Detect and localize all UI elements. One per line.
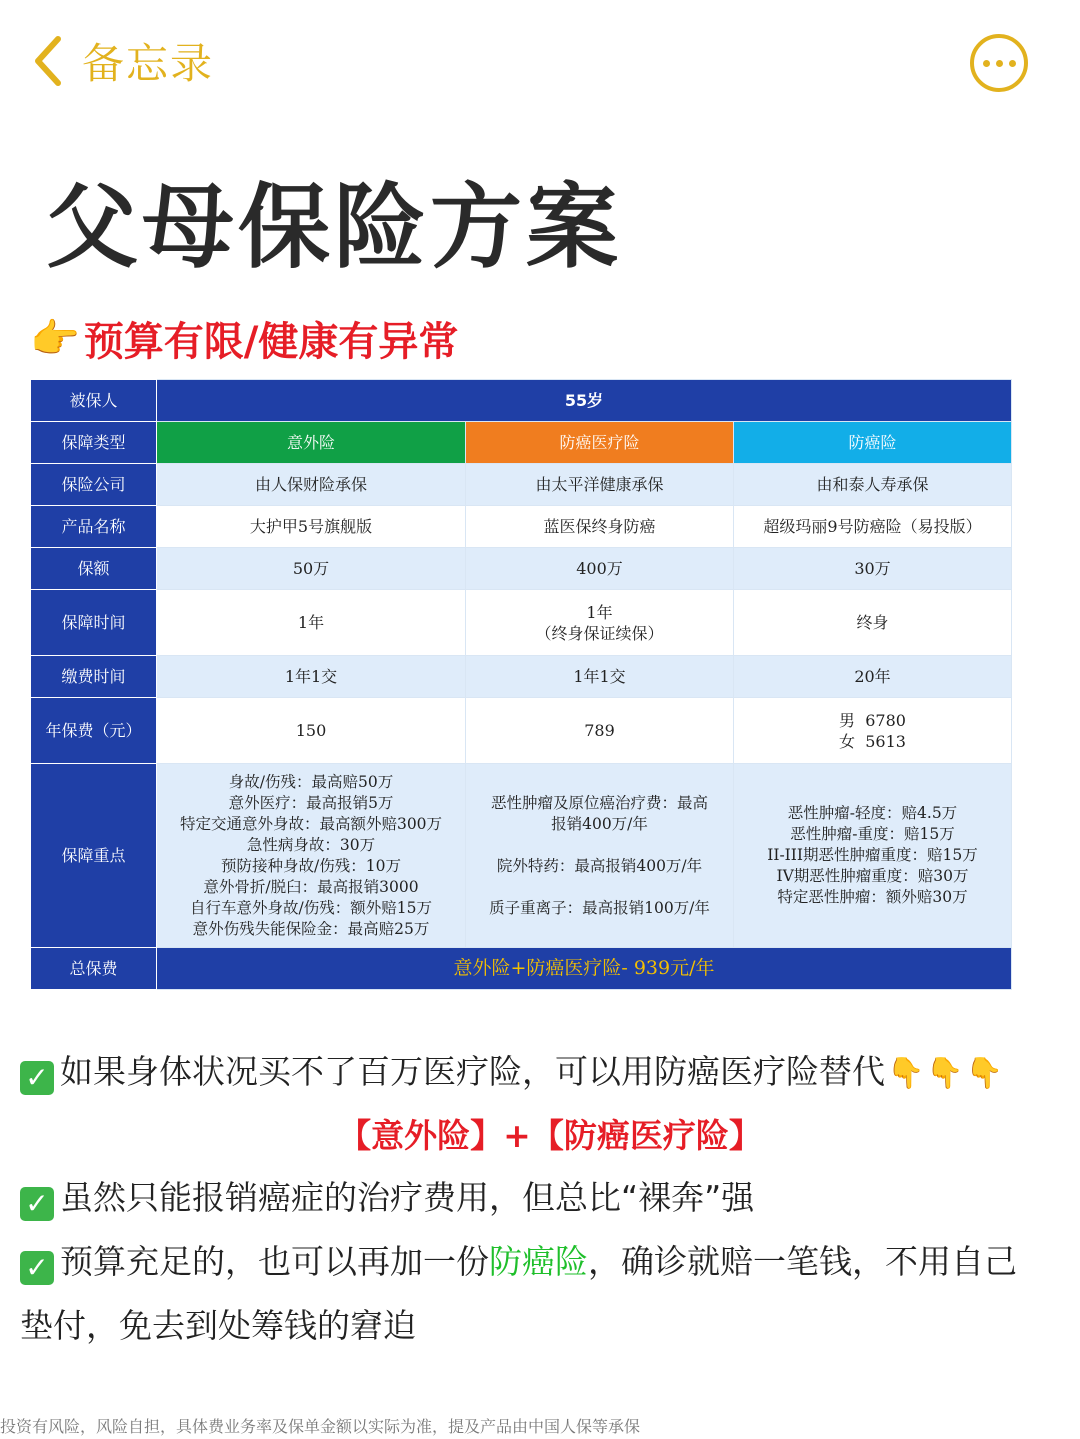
cell-line: 急性病身故：30万 xyxy=(246,835,376,854)
table-cell xyxy=(734,698,1012,764)
cell-line: 意外骨折/脱臼：最高报销3000 xyxy=(203,877,419,896)
insured-age: 55岁 xyxy=(157,380,1012,422)
row-payment xyxy=(31,656,1012,698)
cell-line: 身故/伤残：最高赔50万 xyxy=(228,772,394,791)
row-period xyxy=(31,590,1012,656)
check-icon: ✓ xyxy=(20,1187,54,1221)
cell-line: 意外医疗：最高报销5万 xyxy=(228,793,394,812)
type-cancer: 防癌险 xyxy=(734,422,1012,464)
cell-line: 特定交通意外身故：最高额外赔300万 xyxy=(179,814,443,833)
note-3-continued: 垫付，免去到处筹钱的窘迫 xyxy=(20,1306,416,1345)
cell-line: 报销400万/年 xyxy=(551,814,648,833)
subtitle xyxy=(30,308,458,368)
check-icon: ✓ xyxy=(20,1061,54,1095)
table-cell: 大护甲5号旗舰版 xyxy=(157,506,466,548)
note-text: 预算充足的，也可以再加一份 xyxy=(60,1242,489,1281)
type-cancer-medical: 防癌医疗险 xyxy=(466,422,734,464)
row-type xyxy=(31,422,1012,464)
table-cell: 由太平洋健康承保 xyxy=(466,464,734,506)
table-cell: 蓝医保终身防癌 xyxy=(466,506,734,548)
table-cell: 1年1交 xyxy=(466,656,734,698)
note-2 xyxy=(20,1166,1060,1230)
table-cell xyxy=(466,764,734,948)
row-company xyxy=(31,464,1012,506)
table-cell: 150 xyxy=(157,698,466,764)
pointing-down-icon: 👇 xyxy=(887,1056,925,1091)
note-1 xyxy=(20,1040,1060,1106)
note-text: 如果身体状况买不了百万医疗险，可以用防癌医疗险替代 xyxy=(60,1052,885,1091)
top-nav-bar xyxy=(0,0,1080,120)
type-accident: 意外险 xyxy=(157,422,466,464)
table-cell: 由人保财险承保 xyxy=(157,464,466,506)
table-cell: 超级玛丽9号防癌险（易投版） xyxy=(734,506,1012,548)
row-header: 被保人 xyxy=(31,380,157,422)
disclaimer-footer: 投资有风险，风险自担，具体费业务率及保单金额以实际为准，提及产品由中国人保等承保 xyxy=(0,1417,641,1436)
table-cell: 50万 xyxy=(157,548,466,590)
row-focus xyxy=(31,764,1012,948)
notes-section xyxy=(20,1040,1060,1358)
note-text: ，确诊就赔一笔钱，不用自己 xyxy=(588,1242,1017,1281)
back-button[interactable] xyxy=(28,30,228,92)
table-cell: 400万 xyxy=(466,548,734,590)
cell-line: 恶性肿瘤-重度：赔15万 xyxy=(790,825,955,843)
cell-line: 恶性肿瘤及原位癌治疗费：最高 xyxy=(490,793,708,812)
row-premium xyxy=(31,698,1012,764)
more-dots-icon xyxy=(983,60,990,67)
chevron-left-icon xyxy=(28,33,68,89)
subtitle-text: 预算有限/健康有异常 xyxy=(83,318,459,365)
insurance-plan-table xyxy=(30,379,1011,990)
cell-line: II-III期恶性肿瘤重度：赔15万 xyxy=(767,846,978,864)
row-header: 保额 xyxy=(31,548,157,590)
more-options-button[interactable] xyxy=(970,34,1028,92)
row-total xyxy=(31,948,1012,990)
check-icon: ✓ xyxy=(20,1251,54,1285)
pointing-down-icon: 👇 xyxy=(926,1056,964,1091)
pointing-down-icon: 👇 xyxy=(965,1056,1004,1091)
cell-line: 女 5613 xyxy=(839,731,906,751)
table-cell: 终身 xyxy=(734,590,1012,656)
row-product xyxy=(31,506,1012,548)
cell-line: 男 6780 xyxy=(839,710,906,730)
row-header: 保障时间 xyxy=(31,590,157,656)
row-insured xyxy=(31,380,1012,422)
table-cell: 789 xyxy=(466,698,734,764)
row-header: 总保费 xyxy=(31,948,157,990)
table-cell: 1年1交 xyxy=(157,656,466,698)
cell-line: IV期恶性肿瘤重度：赔30万 xyxy=(776,867,969,885)
row-header: 产品名称 xyxy=(31,506,157,548)
table-cell: 30万 xyxy=(734,548,1012,590)
table-cell xyxy=(466,590,734,656)
cell-line: （终身保证续保） xyxy=(535,623,664,643)
table-cell: 20年 xyxy=(734,656,1012,698)
row-header: 保险公司 xyxy=(31,464,157,506)
note-text: 虽然只能报销癌症的治疗费用，但总比“裸奔”强 xyxy=(60,1178,755,1217)
row-header: 保障类型 xyxy=(31,422,157,464)
pointing-hand-icon: 👉 xyxy=(30,315,80,362)
note-3 xyxy=(20,1230,1060,1294)
page-title: 父母保险方案 xyxy=(46,174,623,281)
cell-line: 预防接种身故/伤残：10万 xyxy=(221,856,401,875)
highlight-text: 防癌险 xyxy=(489,1242,588,1281)
back-label: 备忘录 xyxy=(82,39,215,88)
cell-line: 1年 xyxy=(586,602,613,622)
plan-formula: 【意外险】+【防癌医疗险】 xyxy=(338,1116,762,1155)
table-cell: 1年 xyxy=(157,590,466,656)
table-cell xyxy=(734,764,1012,948)
cell-line: 自行车意外身故/伤残：额外赔15万 xyxy=(190,898,432,917)
cell-line: 意外伤残失能保险金：最高赔25万 xyxy=(192,919,430,938)
row-header: 缴费时间 xyxy=(31,656,157,698)
cell-line: 恶性肿瘤-轻度：赔4.5万 xyxy=(787,804,958,822)
row-header: 保障重点 xyxy=(31,764,157,948)
row-header: 年保费（元） xyxy=(31,698,157,764)
table-cell xyxy=(157,764,466,948)
cell-line: 质子重离子：最高报销100万/年 xyxy=(489,898,710,917)
cell-line: 特定恶性肿瘤：额外赔30万 xyxy=(777,888,968,906)
total-premium: 意外险+防癌医疗险- 939元/年 xyxy=(157,948,1012,990)
row-amount xyxy=(31,548,1012,590)
cell-line: 院外特药：最高报销400万/年 xyxy=(496,856,703,875)
table-cell: 由和泰人寿承保 xyxy=(734,464,1012,506)
